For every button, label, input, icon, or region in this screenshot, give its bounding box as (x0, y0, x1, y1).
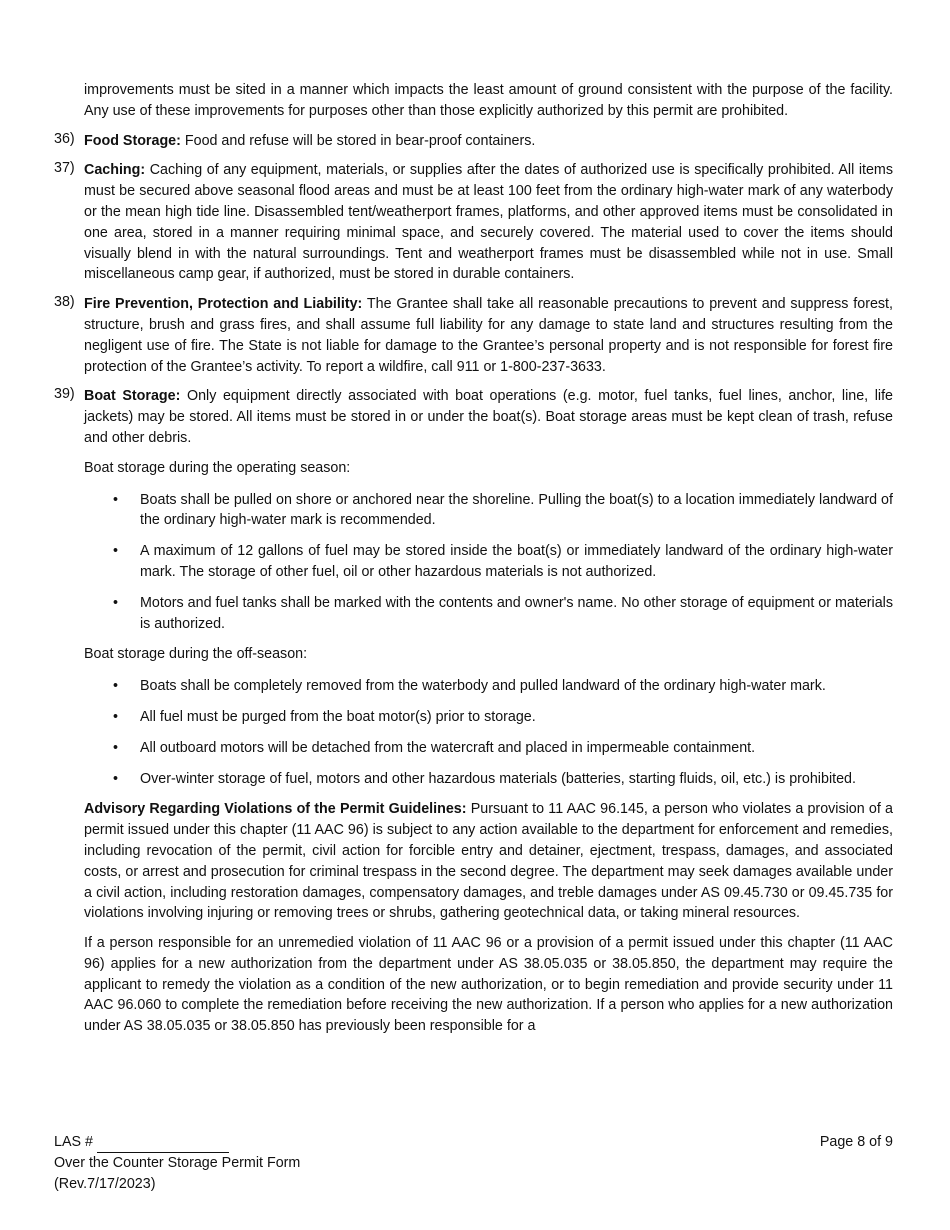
list-item-39 (54, 386, 893, 448)
operating-season-list (113, 490, 893, 635)
continuation-paragraph: improvements must be sited in a manner which impacts the least amount of ground consistent with the purpose of the facility. Any use of these improvements for purposes other than those explicitly authorized by this permit are prohibited. (84, 82, 893, 119)
off-season-heading: Boat storage during the off-season: (84, 646, 308, 663)
bullet-item: • All fuel must be purged from the boat motor(s) prior to storage. (140, 707, 893, 728)
advisory-title: Advisory Regarding Violations of the Permit Guidelines: (84, 801, 467, 818)
las-label: LAS # (54, 1134, 93, 1150)
remediation-paragraph: If a person responsible for an unremedied violation of 11 AAC 96 or a provision of a permit issued under this chapter (11 AAC 96) applies for a new authorization from the department under AS 38.05.035 or 38.05.850, the department may require the applicant to remedy the violation as a condition of the new authorization, or to begin remediation and provide security under 11 AAC 96.060 to complete the remediation before receiving the new authorization. If a person who applies for a new authorization under AS 38.05.035 or 38.05.850 has previously been responsible for a (84, 935, 893, 1035)
advisory-paragraph (84, 799, 893, 924)
las-number-field (54, 1132, 229, 1153)
item-text: Food and refuse will be stored in bear-proof containers. (180, 132, 536, 149)
list-item-36 (54, 130, 893, 152)
form-name: Over the Counter Storage Permit Form (54, 1154, 301, 1171)
list-item-37 (54, 160, 893, 285)
item-title: Fire Prevention, Protection and Liability: (84, 296, 363, 313)
item-title: Food Storage: (84, 132, 181, 149)
item-text: Caching of any equipment, materials, or supplies after the dates of authorized use is specifically prohibited. All items must be secured above seasonal flood areas and must be at least 100 feet from the ordinary high-water mark of any waterbody or the mean high tide line. Disassembled tent/weatherport frames, platforms, and other approved items must be consolidated in one area, stored in a manner requiring minimal space, and securely covered. The material used to cover the items should visually blend in with the natural surroundings. Tent and weatherport frames must be disassembled while not in use. Small miscellaneous camp gear, if authorized, must be stored in durable containers. (84, 162, 893, 283)
item-title: Boat Storage: (84, 388, 181, 405)
bullet-item: • Over-winter storage of fuel, motors and other hazardous materials (batteries, starting fluids, oil, etc.) is prohibited. (140, 769, 893, 790)
advisory-text: Pursuant to 11 AAC 96.145, a person who violates a provision of a permit issued under this chapter (11 AAC 96) is subject to any action available to the department for enforcement and remedies, including revocation of the permit, civil action for forcible entry and detainer, ejectment, trespass, damages, and associated costs, or arrest and prosecution for criminal trespass in the second degree. The department may seek damages available under a civil action, including restoration damages, compensatory damages, and treble damages under AS 09.45.730 or 09.45.735 for violations involving injuring or removing trees or shrubs, gathering geotechnical data, or taking mineral resources. (84, 801, 894, 922)
item-number: 36) (54, 130, 75, 147)
item-title: Caching: (84, 162, 146, 179)
bullet-item: • A maximum of 12 gallons of fuel may be stored inside the boat(s) or immediately landward of the ordinary high-water mark. The storage of other fuel, oil or other hazardous materials is not authorized. (113, 543, 893, 580)
item-number: 39) (54, 386, 75, 403)
bullet-item: • All outboard motors will be detached from the watercraft and placed in impermeable containment. (140, 738, 893, 759)
off-season-list (113, 676, 893, 789)
bullet-item: • Boats shall be completely removed from the waterbody and pulled landward of the ordinary high-water mark. (140, 676, 893, 697)
bullet-icon: • (113, 739, 119, 756)
bullet-icon: • (113, 770, 119, 787)
document-body (0, 80, 950, 1046)
bullet-item: • Motors and fuel tanks shall be marked with the contents and owner's name. No other storage of equipment or materials is authorized. (113, 594, 893, 632)
form-revision: (Rev.7/17/2023) (54, 1175, 156, 1192)
item-number: 37) (54, 160, 75, 177)
bullet-icon: • (113, 678, 119, 695)
operating-season-heading: Boat storage during the operating season: (84, 459, 351, 476)
page-number: Page 8 of 9 (819, 1134, 893, 1150)
las-blank-line (97, 1136, 229, 1153)
bullet-icon: • (113, 491, 119, 508)
item-text: The Grantee shall take all reasonable precautions to prevent and suppress forest, structure, brush and grass fires, and shall assume full liability for any damage to state land and structures resulting from the negligent use of fire. The State is not liable for damage to the Grantee’s personal property and is not responsible for forest fire protection of the Grantee’s activity. To report a wildfire, call 911 or 1-800-237-3633. (84, 296, 894, 375)
bullet-icon: • (113, 594, 119, 611)
bullet-item: • Boats shall be pulled on shore or anchored near the shoreline. Pulling the boat(s) to a location immediately landward of the ordinary high-water mark is recommended. (113, 491, 893, 529)
list-item-38 (54, 294, 894, 377)
page-footer (54, 1132, 893, 1194)
item-text: Only equipment directly associated with boat operations (e.g. motor, fuel tanks, fuel lines, anchor, line, life jackets) may be stored. All items must be stored in or under the boat(s). Boat storage areas must be kept clean of trash, refuse and other debris. (84, 388, 893, 446)
bullet-icon: • (113, 543, 119, 560)
item-number: 38) (54, 294, 75, 311)
bullet-icon: • (113, 708, 119, 725)
